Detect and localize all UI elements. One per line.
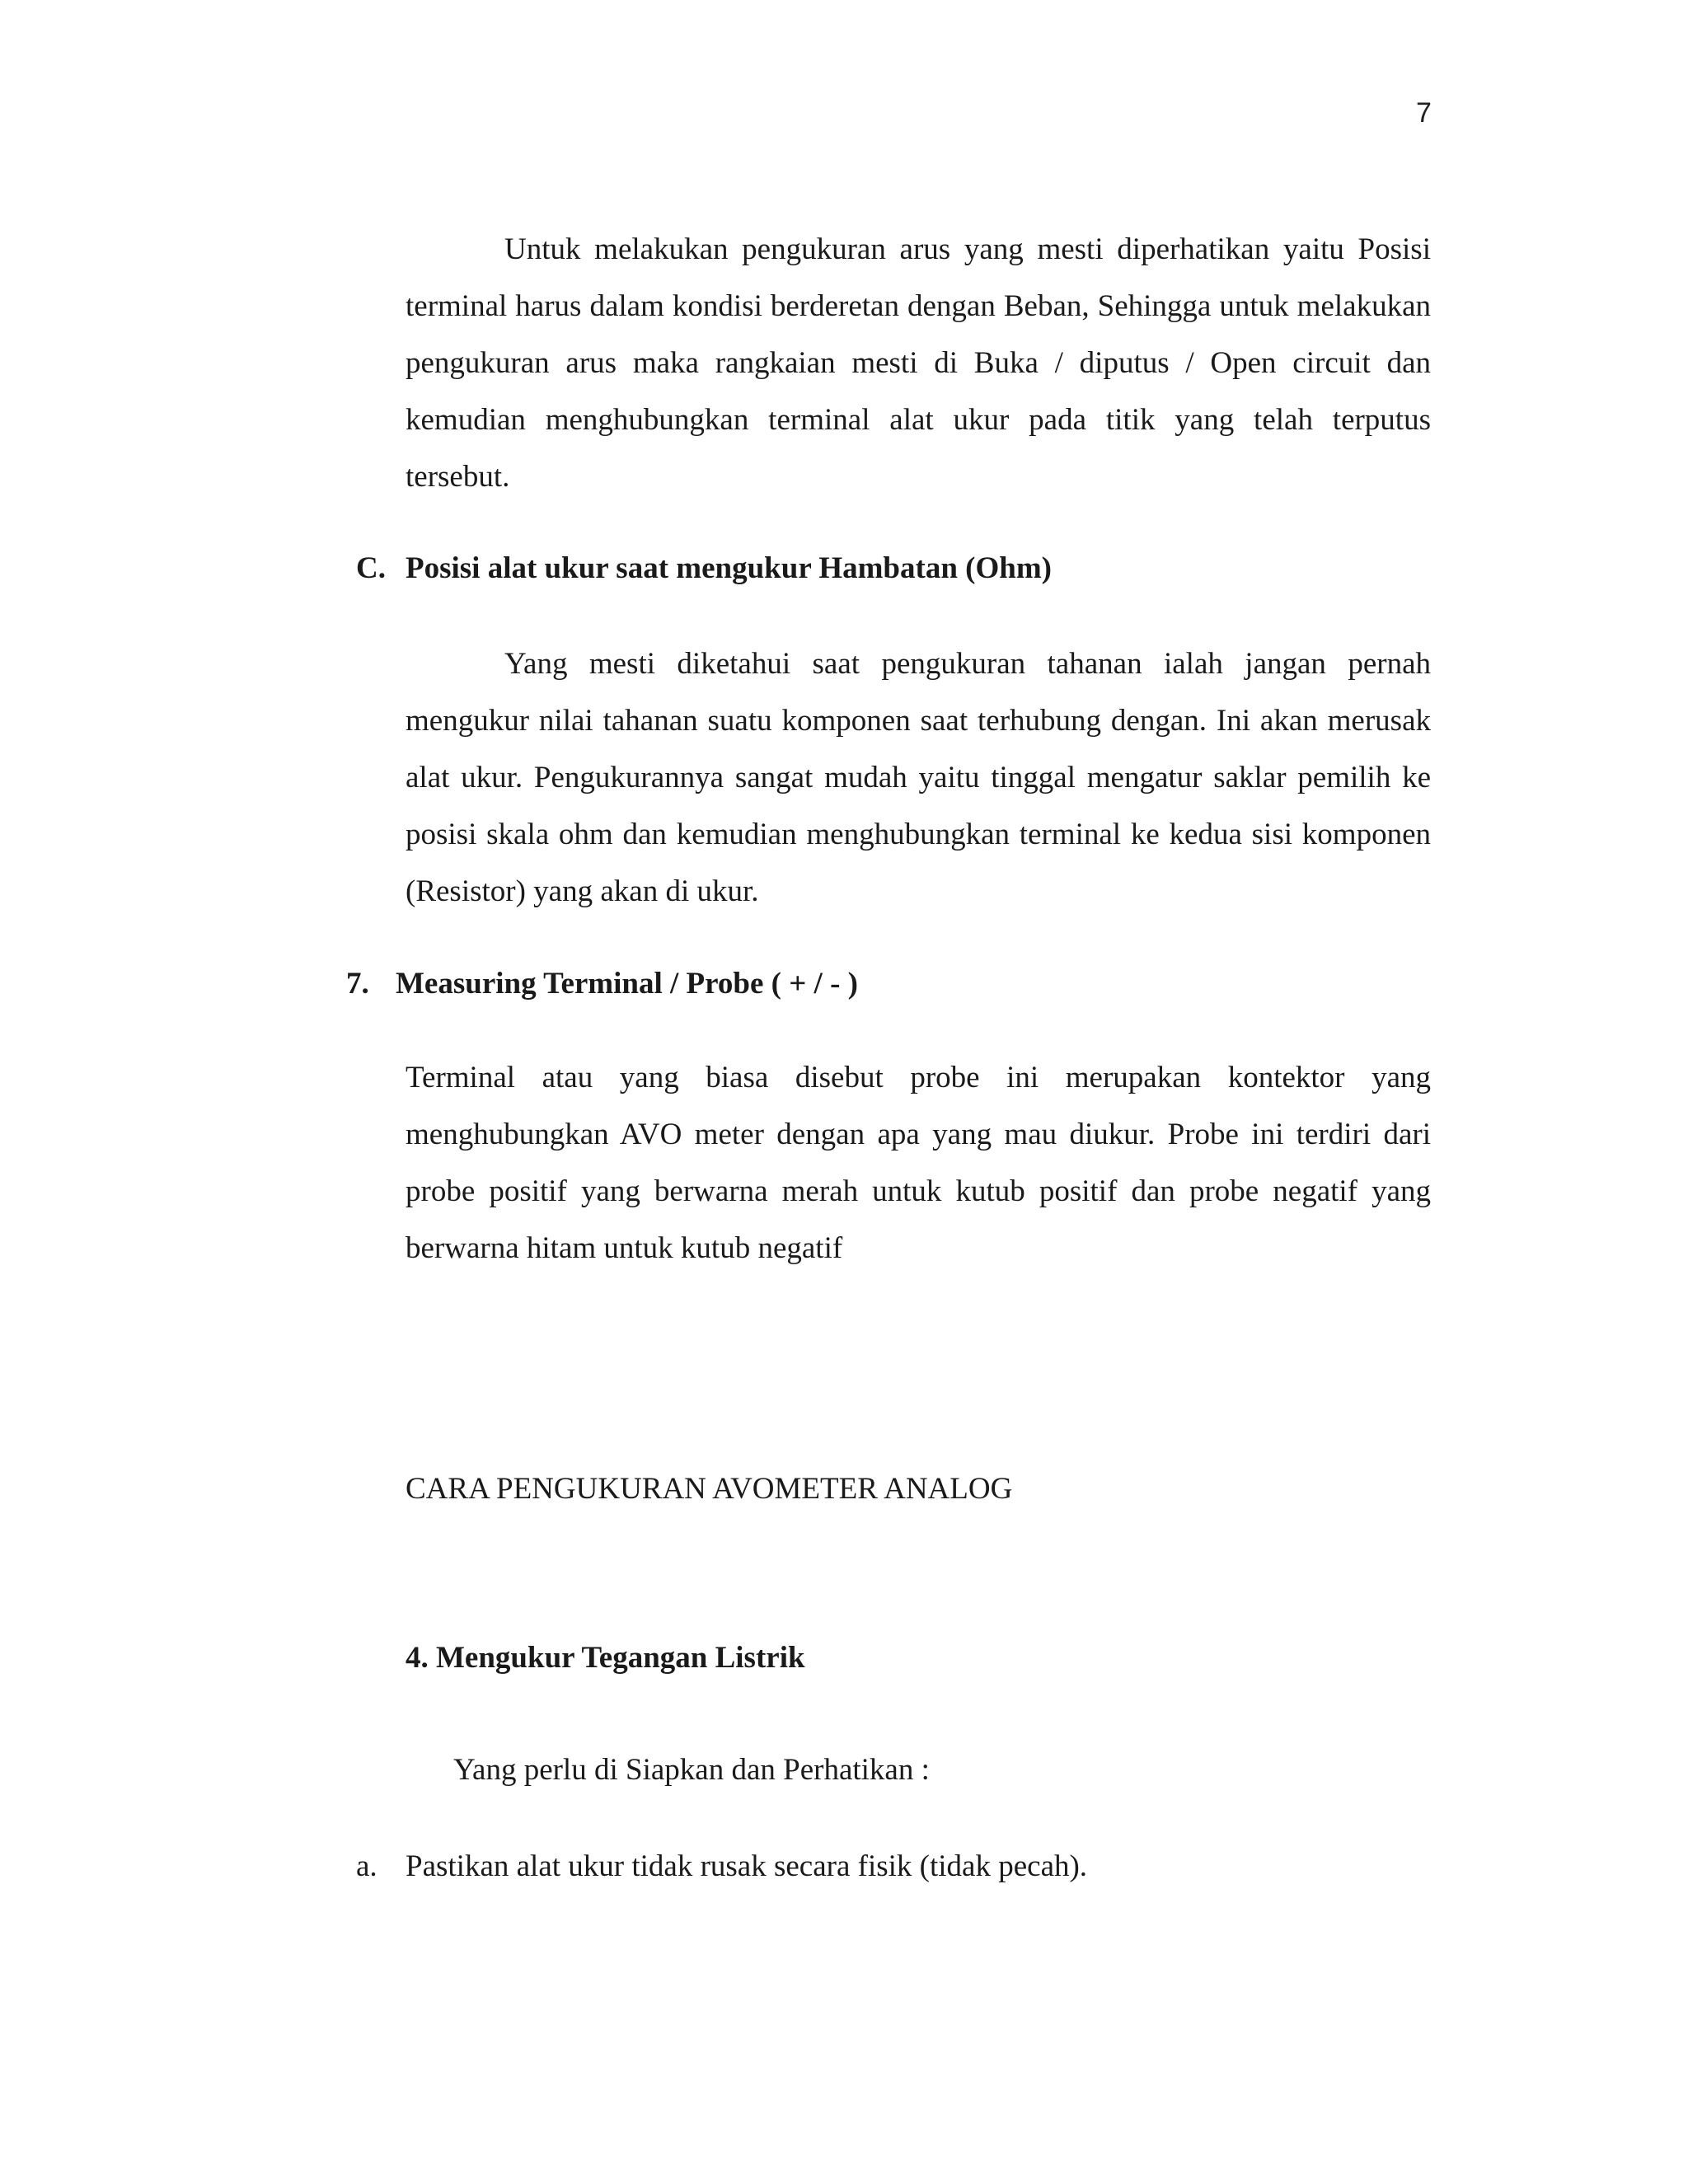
list-item-a-marker: a. [356, 1849, 377, 1883]
paragraph-current-measurement: Untuk melakukan pengukuran arus yang mesti diperhatikan yaitu Posisi terminal harus dalam kondisi berderetan dengan Beban, Sehingga untuk melakukan pengukuran arus maka rangkaian mesti di Buka / diputus / Open circuit dan kemudian menghubungkan terminal alat ukur pada titik yang telah terputus tersebut. [406, 232, 1431, 494]
heading-7 [346, 966, 858, 1001]
list-item-a [356, 1849, 1087, 1884]
heading-7-text: Measuring Terminal / Probe ( + / - ) [396, 967, 858, 1001]
section-title: CARA PENGUKURAN AVOMETER ANALOG [406, 1472, 1013, 1506]
paragraph-resistance-measurement: Yang mesti diketahui saat pengukuran tahanan ialah jangan pernah mengukur nilai tahanan suatu komponen saat terhubung dengan. Ini akan merusak alat ukur. Pengukurannya sangat mudah yaitu tinggal mengatur saklar pemilih ke posisi skala ohm dan kemudian menghubungkan terminal ke kedua sisi komponen (Resistor) yang akan di ukur. [406, 647, 1431, 908]
heading-c-number: C. [356, 551, 386, 585]
preparation-intro: Yang perlu di Siapkan dan Perhatikan : [453, 1753, 930, 1787]
heading-7-number: 7. [346, 967, 369, 1001]
page-number: 7 [1416, 97, 1432, 129]
heading-c [356, 551, 1052, 586]
list-item-a-text: Pastikan alat ukur tidak rusak secara fisik (tidak pecah). [406, 1849, 1088, 1883]
heading-c-text: Posisi alat ukur saat mengukur Hambatan (Ohm) [406, 551, 1052, 585]
paragraph-probe: Terminal atau yang biasa disebut probe ini merupakan kontektor yang menghubungkan AVO meter dengan apa yang mau diukur. Probe ini terdiri dari probe positif yang berwarna merah untuk kutub positif dan probe negatif yang berwarna hitam untuk kutub negatif [406, 1061, 1431, 1265]
heading-4: 4. Mengukur Tegangan Listrik [406, 1641, 805, 1675]
